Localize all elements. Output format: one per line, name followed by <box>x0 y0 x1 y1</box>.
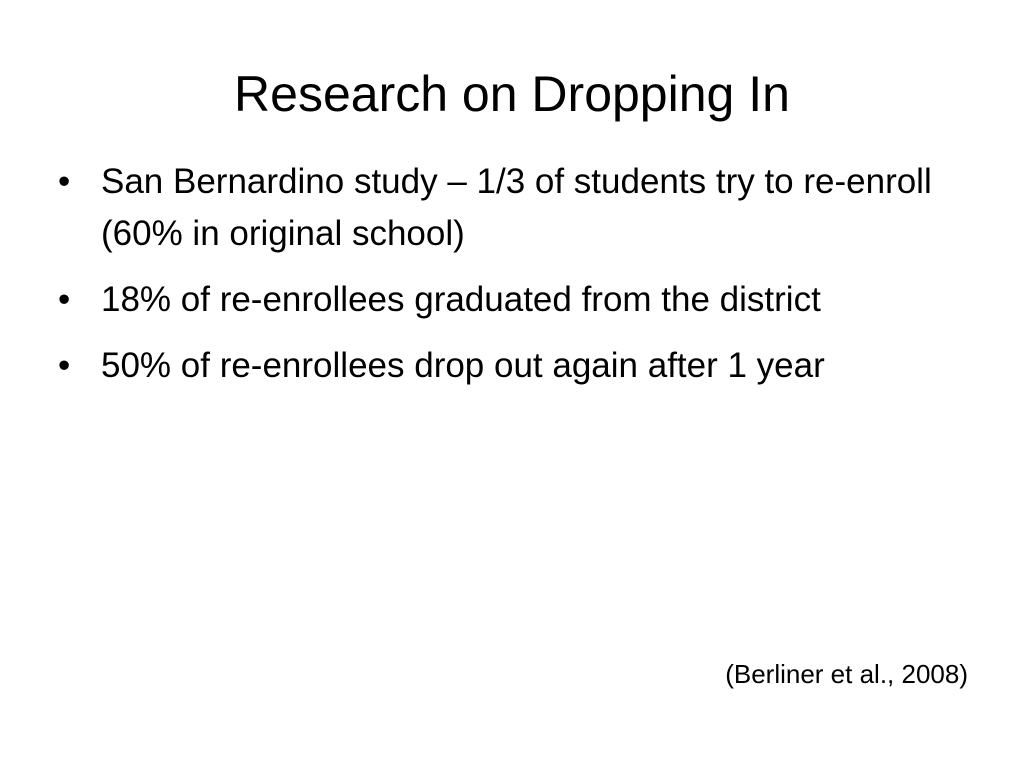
citation: (Berliner et al., 2008) <box>725 659 968 689</box>
bullet-item <box>58 274 978 326</box>
bullet-text: 50% of re-enrollees drop out again after 1 year <box>101 346 825 385</box>
bullet-icon: • <box>58 162 71 201</box>
bullet-text: San Bernardino study – 1/3 of students try to re-enroll (60% in original school) <box>101 162 932 253</box>
bullet-item <box>58 340 978 392</box>
bullet-icon: • <box>58 280 71 319</box>
bullet-item <box>58 156 978 260</box>
bullet-list <box>58 156 978 406</box>
bullet-icon: • <box>58 346 71 385</box>
bullet-text: 18% of re-enrollees graduated from the district <box>101 280 821 319</box>
slide-title: Research on Dropping In <box>234 66 790 122</box>
